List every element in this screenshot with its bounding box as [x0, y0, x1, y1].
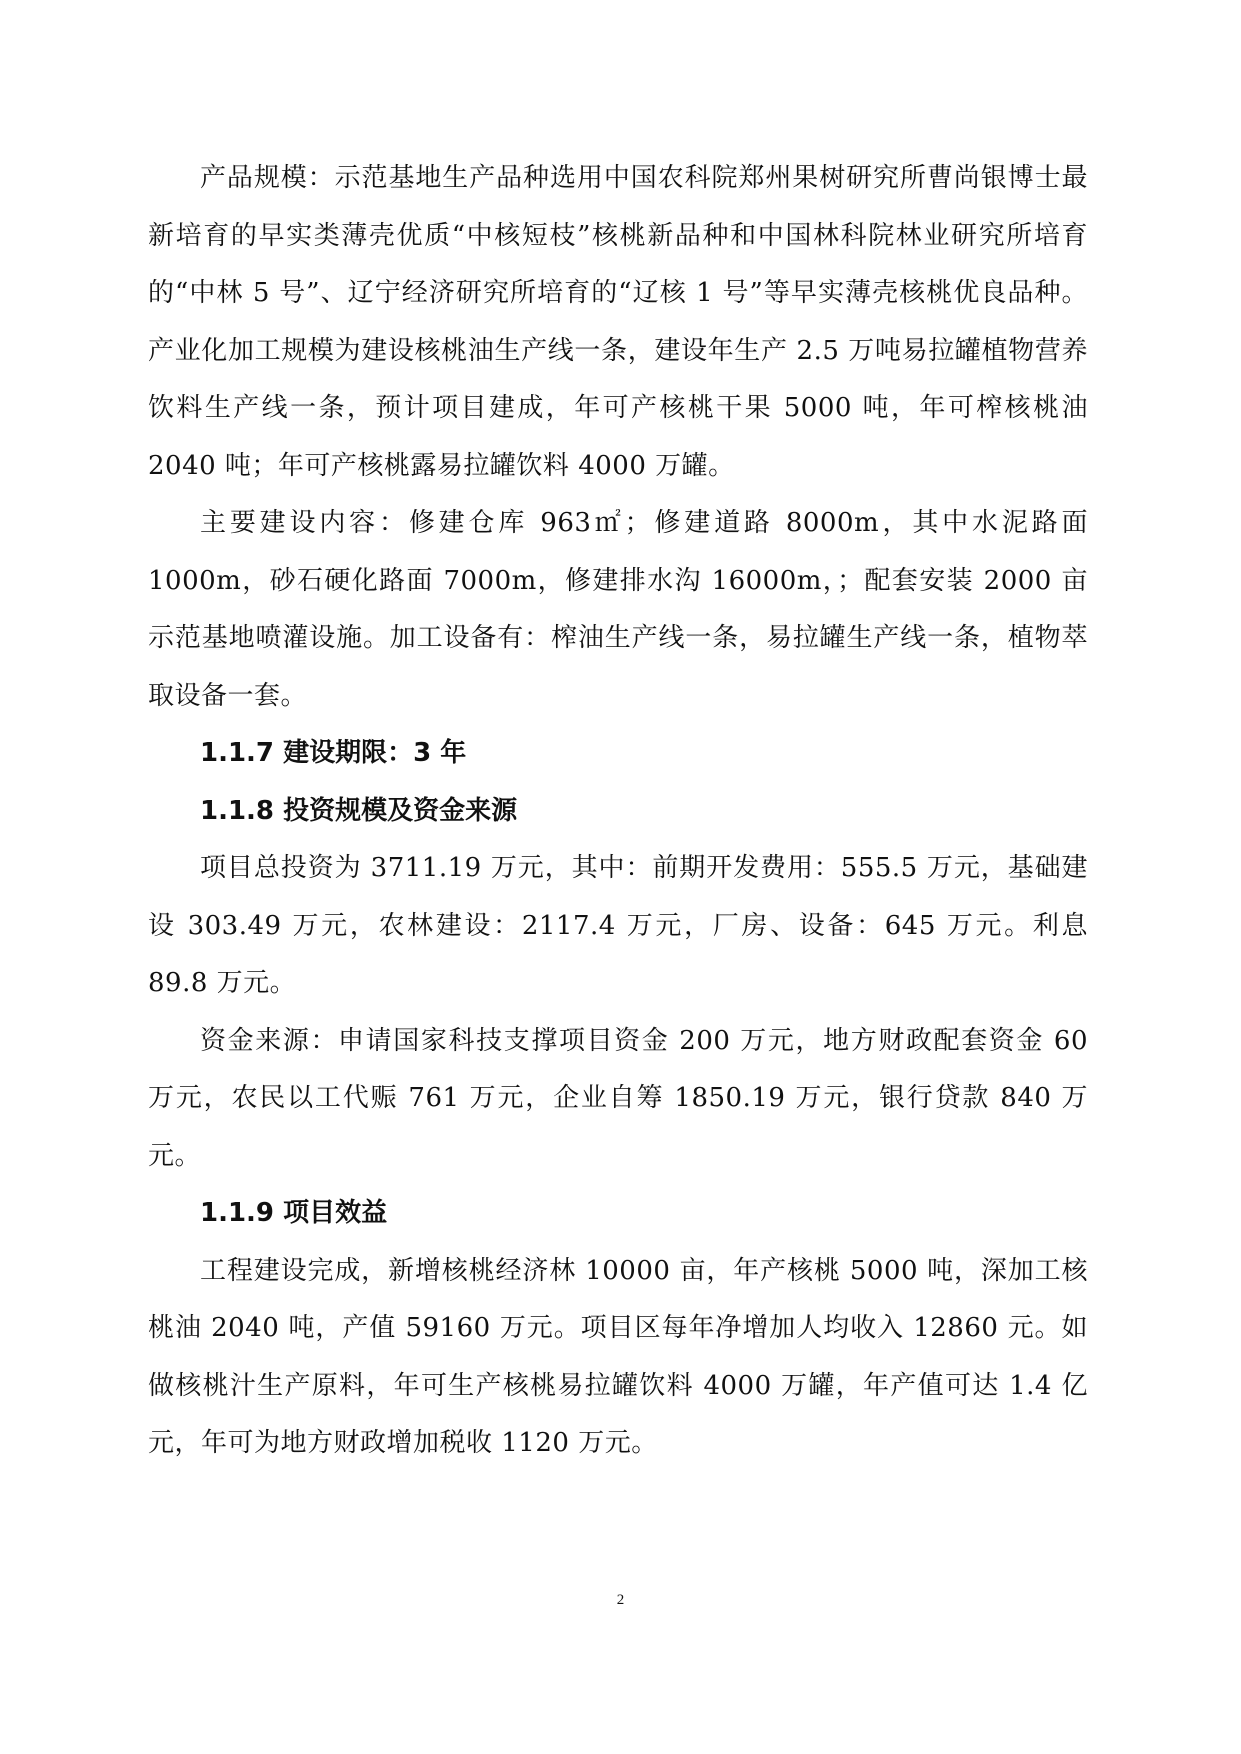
investment-paragraph: 项目总投资为 3711.19 万元，其中：前期开发费用：555.5 万元，基础建设 303.49 万元，农林建设：2117.4 万元，厂房、设备：645 万元。利息 89.8 万元。 [148, 853, 1088, 998]
document-body [148, 150, 1088, 1473]
page-number: 2 [616, 1592, 625, 1608]
main-construction-paragraph: 主要建设内容：修建仓库 963㎡；修建道路 8000m，其中水泥路面 1000m，砂石硬化路面 7000m，修建排水沟 16000m，；配套安装 2000 亩示范基地喷灌设施。加工设备有：榨油生产线一条，易拉罐生产线一条，植物萃取设备一套。 [148, 508, 1088, 711]
funding-paragraph: 资金来源：申请国家科技支撑项目资金 200 万元，地方财政配套资金 60 万元，农民以工代赈 761 万元，企业自筹 1850.19 万元，银行贷款 840 万元。 [148, 1025, 1088, 1171]
section-heading-1-1-8: 1.1.8 投资规模及资金来源 [200, 795, 518, 826]
benefits-paragraph: 工程建设完成，新增核桃经济林 10000 亩，年产核桃 5000 吨，深加工核桃油 2040 吨，产值 59160 万元。项目区每年净增加人均收入 12860 元。如做核桃汁生产原料，年可生产核桃易拉罐饮料 4000 万罐，年产值可达 1.4 亿元，年可为地方财政增加税收 1120 万元。 [148, 1255, 1088, 1458]
section-heading-1-1-7: 1.1.7 建设期限：3 年 [200, 738, 467, 768]
product-scale-paragraph: 产品规模：示范基地生产品种选用中国农科院郑州果树研究所曹尚银博士最新培育的早实类薄壳优质“中核短枝”核桃新品种和中国林科院林业研究所培育的“中林 5 号”、辽宁经济研究所培育的“辽核 1 号”等早实薄壳核桃优良品种。产业化加工规模为建设核桃油生产线一条，建设年生产 2.5 万吨易拉罐植物营养饮料生产线一条，预计项目建成，年可产核桃干果 5000 吨，年可榨核桃油 2040 吨；年可产核桃露易拉罐饮料 4000 万罐。 [148, 163, 1088, 481]
section-heading-1-1-9: 1.1.9 项目效益 [200, 1198, 388, 1228]
